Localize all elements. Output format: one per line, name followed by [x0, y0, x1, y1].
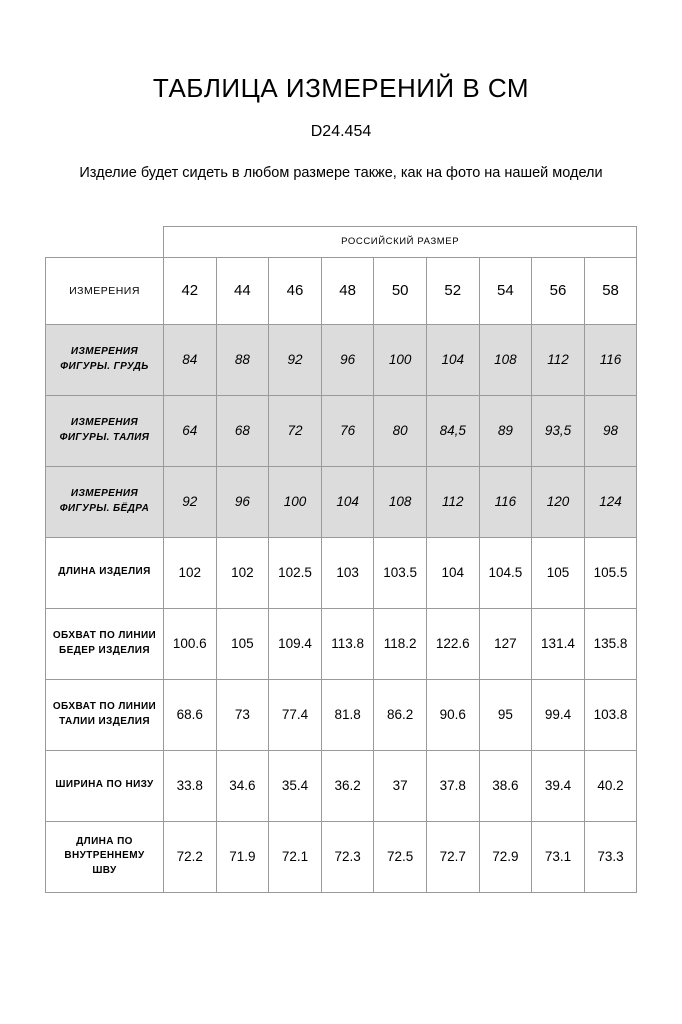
cell-value: 103.8 — [584, 679, 637, 750]
corner-blank-cell — [46, 226, 164, 257]
cell-value: 104 — [321, 466, 374, 537]
cell-value: 95 — [479, 679, 532, 750]
cell-value: 109.4 — [269, 608, 322, 679]
cell-value: 89 — [479, 395, 532, 466]
cell-value: 100.6 — [164, 608, 217, 679]
cell-value: 113.8 — [321, 608, 374, 679]
cell-value: 102 — [216, 537, 269, 608]
cell-value: 105.5 — [584, 537, 637, 608]
cell-value: 73.1 — [532, 821, 585, 892]
cell-value: 112 — [532, 324, 585, 395]
cell-value: 102.5 — [269, 537, 322, 608]
column-header-measurements: ИЗМЕРЕНИЯ — [46, 257, 164, 324]
cell-value: 76 — [321, 395, 374, 466]
cell-value: 77.4 — [269, 679, 322, 750]
cell-value: 72.7 — [426, 821, 479, 892]
cell-value: 93,5 — [532, 395, 585, 466]
table-row — [46, 466, 637, 537]
cell-value: 105 — [532, 537, 585, 608]
cell-value: 72.3 — [321, 821, 374, 892]
cell-value: 100 — [374, 324, 427, 395]
cell-value: 112 — [426, 466, 479, 537]
cell-value: 72.2 — [164, 821, 217, 892]
cell-value: 116 — [479, 466, 532, 537]
row-label: ДЛИНА ПО ВНУТРЕННЕМУ ШВУ — [46, 821, 164, 892]
cell-value: 39.4 — [532, 750, 585, 821]
table-row — [46, 679, 637, 750]
cell-value: 96 — [321, 324, 374, 395]
table-row — [46, 821, 637, 892]
cell-value: 103 — [321, 537, 374, 608]
cell-value: 33.8 — [164, 750, 217, 821]
table-row — [46, 750, 637, 821]
page-title: ТАБЛИЦА ИЗМЕРЕНИЙ В СМ — [152, 73, 530, 103]
cell-value: 80 — [374, 395, 427, 466]
cell-value: 84,5 — [426, 395, 479, 466]
size-chart-table — [45, 226, 637, 893]
cell-value: 131.4 — [532, 608, 585, 679]
row-label: ИЗМЕРЕНИЯ ФИГУРЫ. БЁДРА — [46, 466, 164, 537]
table-row — [46, 608, 637, 679]
cell-value: 34.6 — [216, 750, 269, 821]
size-header-56: 56 — [532, 257, 585, 324]
size-header-58: 58 — [584, 257, 637, 324]
cell-value: 71.9 — [216, 821, 269, 892]
cell-value: 64 — [164, 395, 217, 466]
cell-value: 99.4 — [532, 679, 585, 750]
cell-value: 38.6 — [479, 750, 532, 821]
cell-value: 102 — [164, 537, 217, 608]
cell-value: 120 — [532, 466, 585, 537]
size-header-50: 50 — [374, 257, 427, 324]
cell-value: 81.8 — [321, 679, 374, 750]
cell-value: 90.6 — [426, 679, 479, 750]
cell-value: 84 — [164, 324, 217, 395]
cell-value: 98 — [584, 395, 637, 466]
cell-value: 104.5 — [479, 537, 532, 608]
cell-value: 68.6 — [164, 679, 217, 750]
cell-value: 108 — [374, 466, 427, 537]
cell-value: 127 — [479, 608, 532, 679]
article-code: D24.454 — [310, 122, 372, 140]
row-label: ДЛИНА ИЗДЕЛИЯ — [46, 537, 164, 608]
size-header-42: 42 — [164, 257, 217, 324]
cell-value: 92 — [164, 466, 217, 537]
cell-value: 37.8 — [426, 750, 479, 821]
size-header-52: 52 — [426, 257, 479, 324]
cell-value: 37 — [374, 750, 427, 821]
cell-value: 100 — [269, 466, 322, 537]
cell-value: 122.6 — [426, 608, 479, 679]
table-group-header-row — [46, 226, 637, 257]
fit-note: Изделие будет сидеть в любом размере также, как на фото на нашей модели — [79, 164, 603, 181]
cell-value: 36.2 — [321, 750, 374, 821]
cell-value: 104 — [426, 537, 479, 608]
cell-value: 118.2 — [374, 608, 427, 679]
row-label: ОБХВАТ ПО ЛИНИИ ТАЛИИ ИЗДЕЛИЯ — [46, 679, 164, 750]
cell-value: 116 — [584, 324, 637, 395]
table-size-header-row — [46, 257, 637, 324]
cell-value: 96 — [216, 466, 269, 537]
cell-value: 72.5 — [374, 821, 427, 892]
row-label: ШИРИНА ПО НИЗУ — [46, 750, 164, 821]
size-header-46: 46 — [269, 257, 322, 324]
group-header-russian-size: РОССИЙСКИЙ РАЗМЕР — [164, 226, 637, 257]
size-header-48: 48 — [321, 257, 374, 324]
cell-value: 40.2 — [584, 750, 637, 821]
cell-value: 35.4 — [269, 750, 322, 821]
row-label: ИЗМЕРЕНИЯ ФИГУРЫ. ТАЛИЯ — [46, 395, 164, 466]
cell-value: 72.1 — [269, 821, 322, 892]
cell-value: 88 — [216, 324, 269, 395]
cell-value: 73.3 — [584, 821, 637, 892]
cell-value: 92 — [269, 324, 322, 395]
table-row — [46, 324, 637, 395]
row-label: ОБХВАТ ПО ЛИНИИ БЕДЕР ИЗДЕЛИЯ — [46, 608, 164, 679]
cell-value: 72.9 — [479, 821, 532, 892]
row-label: ИЗМЕРЕНИЯ ФИГУРЫ. ГРУДЬ — [46, 324, 164, 395]
cell-value: 108 — [479, 324, 532, 395]
size-header-54: 54 — [479, 257, 532, 324]
cell-value: 86.2 — [374, 679, 427, 750]
table-row — [46, 395, 637, 466]
cell-value: 73 — [216, 679, 269, 750]
cell-value: 68 — [216, 395, 269, 466]
cell-value: 104 — [426, 324, 479, 395]
table-body — [46, 226, 637, 892]
cell-value: 124 — [584, 466, 637, 537]
cell-value: 105 — [216, 608, 269, 679]
cell-value: 103.5 — [374, 537, 427, 608]
cell-value: 135.8 — [584, 608, 637, 679]
size-header-44: 44 — [216, 257, 269, 324]
table-row — [46, 537, 637, 608]
cell-value: 72 — [269, 395, 322, 466]
